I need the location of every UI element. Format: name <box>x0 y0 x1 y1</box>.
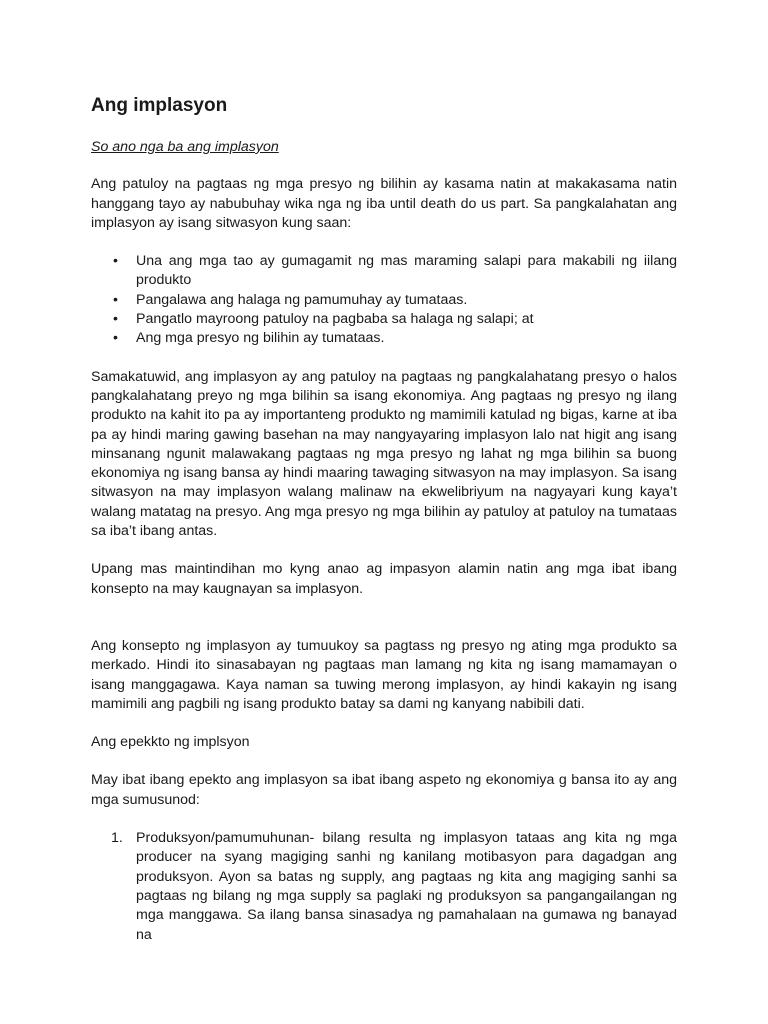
bullet-list <box>91 252 677 348</box>
paragraph-samakatuwid: Samakatuwid, ang implasyon ay ang patuloy na pagtaas ng pangkalahatang presyo o halos pangkalahatang preyo ng mga bilihin sa isang ekonomiya. Ang pagtaas ng presyo ng ilang produkto na kahit ito pa ay importanteng produkto ng mamimili katulad ng bigas, karne at iba pa ay hindi maring gawing basehan na may nangyayaring implasyon lalo nat higit ang isang minsanang ngunit malawakang pagtaas ng mga presyo ng lahat ng mga bilihin sa buong ekonomiya ng isang bansa ay hindi maaring tawaging sitwasyon na may implasyon. Sa isang sitwasyon na may implasyon walang malinaw na ekwelibriyum na nagyayari kung kaya’t walang matatag na presyo. Ang mga presyo ng mga bilihin ay patuloy at patuloy na tumataas sa iba’t ibang antas. <box>91 368 677 540</box>
paragraph-epekto: May ibat ibang epekto ang implasyon sa ibat ibang aspeto ng ekonomiya g bansa ito ay ang mga sumusunod: <box>91 772 677 808</box>
document-subtitle: So ano nga ba ang implasyon <box>91 139 279 155</box>
item-number: 1. <box>111 830 123 847</box>
section-heading: Ang epekkto ng implsyon <box>91 734 250 751</box>
bullet-item: • Ang mga presyo ng bilihin ay tumataas. <box>91 329 677 348</box>
paragraph-upang: Upang mas maintindihan mo kyng anao ag impasyon alamin natin ang mga ibat ibang konsepto na may kaugnayan sa implasyon. <box>91 561 677 597</box>
document-title: Ang implasyon <box>91 95 228 116</box>
paragraph-konsepto: Ang konsepto ng implasyon ay tumuukoy sa pagtass ng presyo ng ating mga produkto sa merkado. Hindi ito sinasabayan ng pagtaas man lamang ng kita ng isang mamamayan o isang manggagawa. Kaya naman sa tuwing merong implasyon, ay hindi kakayin ng isang mamimili ang pagbili ng isang produkto batay sa dami ng kanyang nabibili dati. <box>91 637 677 712</box>
numbered-item <box>91 829 677 945</box>
item-text: Produksyon/pamumuhunan- bilang resulta ng implasyon tataas ang kita ng mga producer na syang magiging sanhi ng kanilang motibasyon para dagadgan ang produksyon. Ayon sa batas ng supply, ang pagtaas ng kita ang magiging sanhi sa pagtaas ng bilang ng mga supply sa paglaki ng produksyon sa pangangailangan ng mga manggawa. Sa ilang bansa sinasadya ng pamahalaan na gumawa ng banayad na <box>136 830 677 943</box>
intro-paragraph: Ang patuloy na pagtaas ng mga presyo ng bilihin ay kasama natin at makakasama natin hanggang tayo ay nabubuhay wika nga ng iba until death do us part. Sa pangkalahatan ang implasyon ay isang sitwasyon kung saan: <box>91 176 677 231</box>
numbered-list <box>91 829 677 945</box>
bullet-item: • Pangalawa ang halaga ng pamumuhay ay tumataas. <box>91 291 677 310</box>
bullet-item: • Pangatlo mayroong patuloy na pagbaba sa halaga ng salapi; at <box>91 310 677 329</box>
bullet-item: • Una ang mga tao ay gumagamit ng mas maraming salapi para makabili ng iilang produkto <box>91 252 677 291</box>
